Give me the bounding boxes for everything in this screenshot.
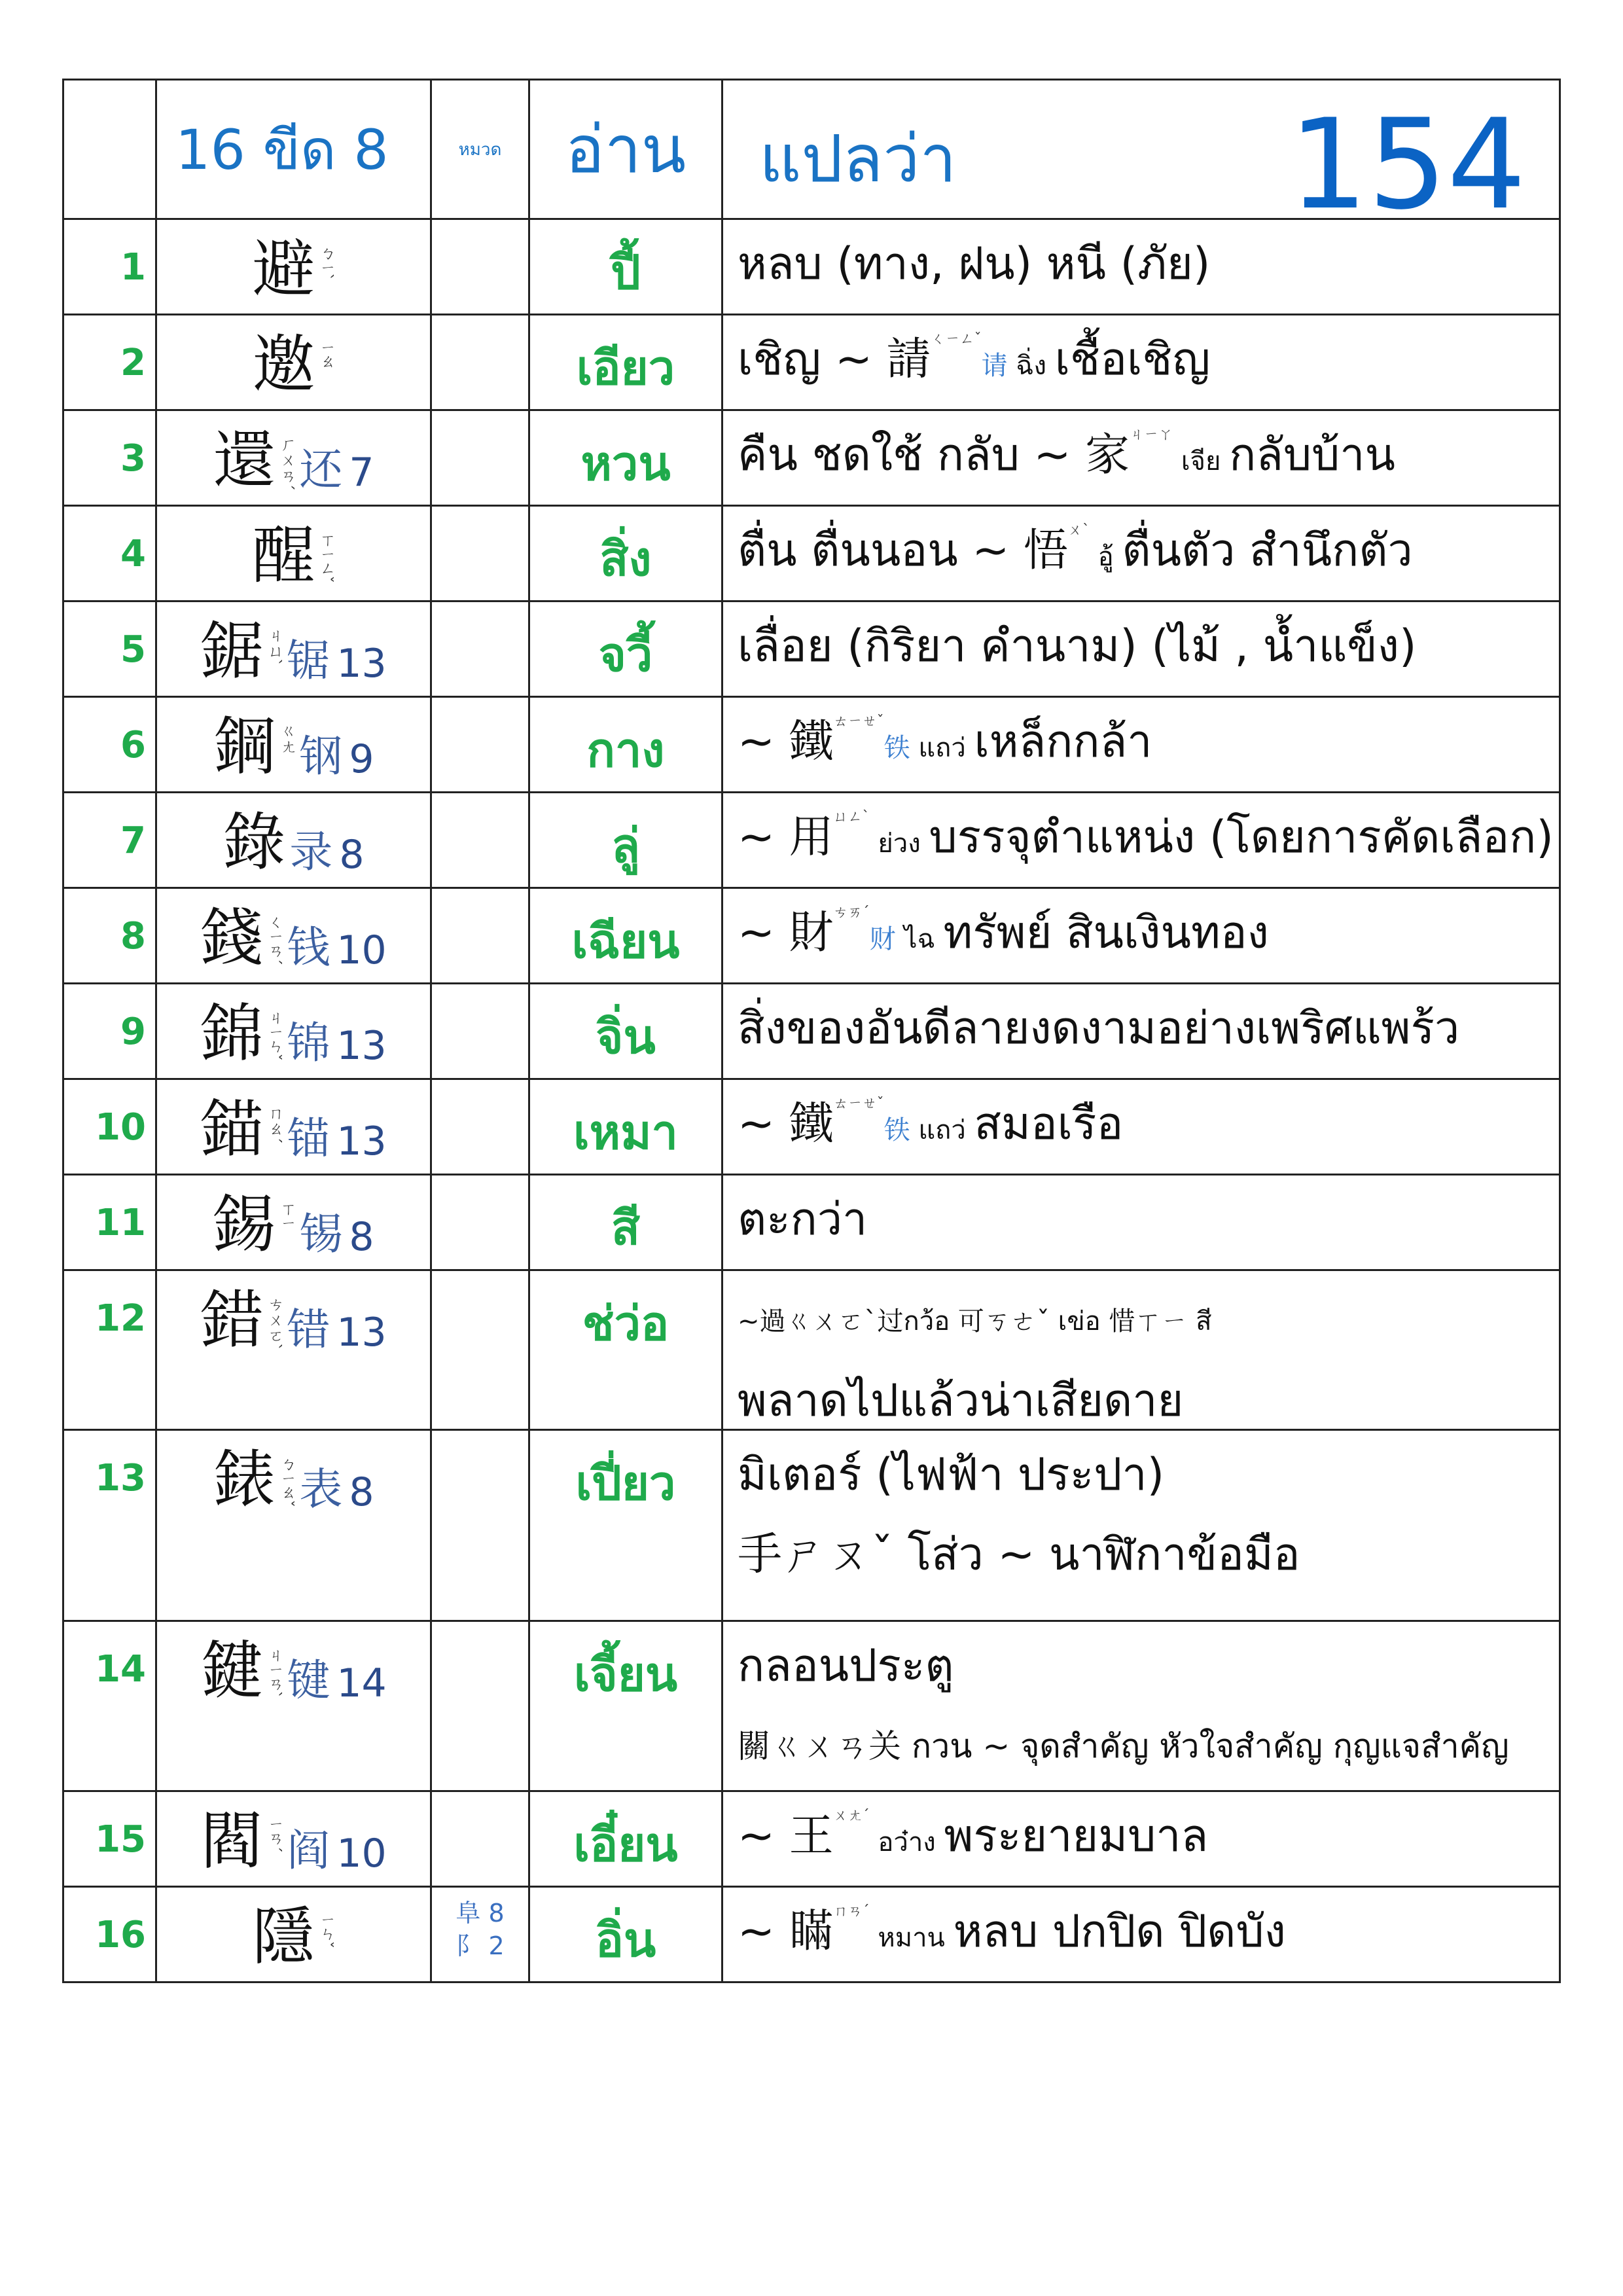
bopomofo: ㄒㄧㄥˇ: [317, 531, 336, 584]
character-cell: [156, 888, 431, 984]
compound-character: 鐵: [789, 1098, 834, 1150]
traditional-character: 鍵: [200, 1634, 264, 1708]
character-cell: [156, 984, 431, 1079]
meaning-cell: [722, 888, 1560, 984]
compound-simplified: 铁: [883, 733, 910, 763]
radical-cell: [431, 1791, 529, 1887]
radical-cell: [431, 410, 529, 506]
meaning-text: กลับบ้าน: [1229, 429, 1395, 481]
meaning-prefix: ~: [738, 812, 789, 863]
traditional-character: 邀: [252, 328, 315, 401]
meaning-prefix: ตื่น ตื่นนอน ~: [738, 525, 1024, 577]
header-row: [63, 80, 1560, 219]
compound-reading: เจีย: [1173, 446, 1230, 476]
character-group: [157, 1805, 430, 1880]
compound-reading: อู้: [1089, 542, 1122, 572]
character-group: [157, 615, 430, 690]
traditional-character: 還: [213, 423, 276, 497]
row-number: 14: [63, 1621, 156, 1791]
table-row: [63, 506, 1560, 601]
table-row: [63, 793, 1560, 888]
table-row: [63, 1270, 1560, 1430]
character-group: [157, 1635, 430, 1710]
character-group: [157, 1189, 430, 1263]
meaning-cell: [722, 601, 1560, 697]
traditional-character: 錯: [200, 1283, 264, 1357]
thai-reading: กาง: [529, 697, 722, 793]
compound-bopomofo: ㄐㄧㄚ: [1130, 427, 1173, 443]
meaning-text: หลบ ปกปิด ปิดบัง: [953, 1906, 1286, 1958]
thai-reading: อิ่น: [529, 1887, 722, 1982]
table-row: [63, 1079, 1560, 1175]
character-cell: [156, 601, 431, 697]
thai-reading: เฉียน: [529, 888, 722, 984]
table-row: [63, 697, 1560, 793]
compound-character: 王: [789, 1810, 834, 1862]
radical-cell: [431, 601, 529, 697]
meaning-cell: [722, 1079, 1560, 1175]
header-radical-label: หมวด: [431, 80, 529, 219]
row-number: 1: [63, 219, 156, 315]
character-group: [157, 1093, 430, 1168]
meaning-cell: [722, 315, 1560, 410]
simplified-character: 锡: [299, 1209, 343, 1259]
thai-reading: เหมา: [529, 1079, 722, 1175]
row-number: 11: [63, 1175, 156, 1270]
thai-reading: ปี้: [529, 219, 722, 315]
traditional-character: 鋼: [213, 710, 276, 783]
meaning-cell: [722, 410, 1560, 506]
compound-bopomofo: ㄇㄢˊ: [833, 1903, 870, 1920]
character-group: [157, 902, 430, 977]
stroke-count: 13: [336, 1119, 387, 1164]
simplified-character: 录: [289, 827, 333, 877]
compound-bopomofo: ㄊㄧㄝˇ: [833, 713, 884, 730]
character-cell: [156, 506, 431, 601]
simplified-character: 钢: [299, 731, 343, 781]
radical-cell: [431, 1270, 529, 1430]
compound-character: 用: [789, 812, 834, 863]
traditional-character: 閻: [200, 1804, 264, 1878]
meaning-text: เลื่อย (กิริยา คำนาม) (ไม้ , น้ำแข็ง): [738, 620, 1417, 672]
character-group: [157, 520, 430, 592]
compound-bopomofo: ㄊㄧㄝˇ: [833, 1096, 884, 1112]
compound-reading: อว๋าง: [869, 1827, 944, 1857]
compound-character: 瞞: [789, 1906, 834, 1958]
character-cell: [156, 697, 431, 793]
row-number: 15: [63, 1791, 156, 1887]
thai-reading: เอียว: [529, 315, 722, 410]
simplified-character: 键: [287, 1655, 330, 1706]
radical-cell: [431, 1430, 529, 1621]
character-group: [157, 329, 430, 401]
stroke-count: 13: [336, 1023, 387, 1069]
table-row: [63, 1887, 1560, 1982]
meaning-prefix: ~: [738, 716, 789, 768]
character-group: [157, 1284, 430, 1359]
thai-reading: เปี่ยว: [529, 1430, 722, 1621]
row-number: 4: [63, 506, 156, 601]
dictionary-sheet: [62, 79, 1561, 1983]
bopomofo: ㄒㄧ: [277, 1200, 296, 1229]
stroke-count: 13: [336, 1310, 387, 1355]
row-number: 3: [63, 410, 156, 506]
traditional-character: 隱: [252, 1900, 315, 1973]
table-row: [63, 984, 1560, 1079]
thai-reading: สี: [529, 1175, 722, 1270]
compound-simplified: 财: [869, 924, 896, 954]
meaning-line-2: พลาดไปแล้วน่าเสียดาย: [738, 1375, 1184, 1427]
compound-bopomofo: ㄑㄧㄥˇ: [931, 331, 982, 348]
thai-reading: ลู่: [529, 793, 722, 888]
meaning-prefix: ~: [738, 907, 789, 959]
stroke-count: 8: [349, 1214, 374, 1260]
simplified-character: 钱: [287, 922, 330, 973]
traditional-character: 醒: [252, 519, 315, 592]
meaning-text: ตื่นตัว สำนึกตัว: [1122, 525, 1413, 577]
radical-cell: [431, 315, 529, 410]
traditional-character: 錨: [200, 1092, 264, 1166]
meaning-cell: [722, 1430, 1560, 1621]
meaning-prefix: เชิญ ~: [738, 334, 887, 386]
radical-cell: [431, 984, 529, 1079]
character-cell: [156, 1270, 431, 1430]
compound-bopomofo: ㄨˋ: [1067, 522, 1090, 539]
table-row: [63, 315, 1560, 410]
traditional-character: 錫: [213, 1188, 276, 1261]
meaning-prefix: คืน ชดใช้ กลับ ~: [738, 429, 1086, 481]
radical-cell: [431, 506, 529, 601]
character-cell: [156, 1621, 431, 1791]
row-number: 16: [63, 1887, 156, 1982]
radical-cell: [431, 1079, 529, 1175]
bopomofo: ㄐㄧㄣˇ: [265, 1009, 284, 1062]
meaning-cell: [722, 1887, 1560, 1982]
bopomofo: ㄑㄧㄢˊ: [265, 914, 284, 966]
row-number: 10: [63, 1079, 156, 1175]
thai-reading: หวน: [529, 410, 722, 506]
meaning-cell: [722, 697, 1560, 793]
stroke-count: 8: [349, 1469, 374, 1515]
table-row: [63, 410, 1560, 506]
meaning-cell: [722, 793, 1560, 888]
meaning-cell: [722, 1270, 1560, 1430]
simplified-character: 表: [299, 1464, 343, 1515]
thai-reading: สิ่ง: [529, 506, 722, 601]
page-number: 154: [1289, 92, 1526, 219]
table-row: [63, 1791, 1560, 1887]
character-group: [157, 233, 430, 305]
traditional-character: 避: [252, 232, 315, 306]
compound-character: 財: [789, 907, 834, 959]
table-row: [63, 1175, 1560, 1270]
radical-cell: [431, 793, 529, 888]
thai-reading: จิ่น: [529, 984, 722, 1079]
simplified-character: 还: [299, 444, 343, 495]
meaning-text: สมอเรือ: [974, 1098, 1124, 1150]
meaning-text: สิ่งของอันดีลายงดงามอย่างเพริศแพร้ว: [738, 1003, 1460, 1054]
meaning-cell: [722, 219, 1560, 315]
compound-bopomofo: ㄩㄥˋ: [833, 809, 870, 825]
character-cell: [156, 1791, 431, 1887]
stroke-count: 7: [349, 450, 374, 495]
table-row: [63, 219, 1560, 315]
compound-reading: ไฉ: [895, 924, 944, 954]
meaning-line-2: 手ㄕㄡˇ โส่ว ~ นาฬิกาข้อมือ: [738, 1529, 1300, 1581]
meaning-line-1: ~過ㄍㄨㄛˋ过กว้อ 可ㄎㄜˇ เข่อ 惜ㄒㄧ สี: [738, 1306, 1212, 1336]
header-meaning-label: แปลว่า: [759, 120, 957, 197]
thai-reading: จวี้: [529, 601, 722, 697]
compound-bopomofo: ㄘㄞˊ: [833, 905, 870, 921]
character-cell: [156, 315, 431, 410]
header-meaning-cell: [722, 80, 1560, 219]
row-number: 2: [63, 315, 156, 410]
radical-cell: [431, 697, 529, 793]
meaning-prefix: ~: [738, 1098, 789, 1150]
bopomofo: ㄍㄤ: [277, 723, 296, 754]
compound-character: 請: [886, 334, 931, 386]
radical-cell: [431, 888, 529, 984]
meaning-cell: [722, 1791, 1560, 1887]
simplified-character: 锦: [287, 1018, 330, 1068]
meaning-text: พระยายมบาล: [944, 1810, 1209, 1862]
meaning-line-1: มิเตอร์ (ไฟฟ้า ประปา): [738, 1449, 1165, 1501]
table-body: [63, 219, 1560, 1982]
radical-cell: [431, 1621, 529, 1791]
meaning-text: หลบ (ทาง, ฝน) หนี (ภัย): [738, 238, 1211, 290]
bopomofo: ㄅㄧˋ: [317, 245, 336, 281]
character-cell: [156, 1079, 431, 1175]
table-row: [63, 1621, 1560, 1791]
simplified-character: 阎: [287, 1825, 330, 1876]
traditional-character: 鋸: [200, 615, 264, 688]
stroke-count: 8: [339, 832, 365, 878]
character-group: [157, 997, 430, 1072]
stroke-count: 14: [336, 1660, 387, 1706]
bopomofo: ㄏㄨㄢˊ: [277, 436, 296, 491]
traditional-character: 錢: [200, 901, 264, 975]
bopomofo: ㄅㄧㄠˇ: [277, 1456, 296, 1508]
character-group: [157, 424, 430, 499]
compound-character: 家: [1085, 429, 1130, 481]
bopomofo: ㄇㄠˊ: [265, 1105, 284, 1144]
radical-cell: [431, 1175, 529, 1270]
character-group: [157, 1444, 430, 1518]
meaning-prefix: ~: [738, 1906, 789, 1958]
compound-reading: หมาน: [869, 1923, 954, 1953]
compound-simplified: 铁: [883, 1115, 910, 1145]
meaning-cell: [722, 984, 1560, 1079]
bopomofo: ㄐㄩˋ: [265, 627, 284, 666]
bopomofo: ㄧㄢˊ: [265, 1817, 284, 1854]
simplified-character: 错: [287, 1304, 330, 1355]
character-cell: [156, 1430, 431, 1621]
compound-reading: ย่วง: [869, 829, 929, 859]
bopomofo: ㄘㄨㄛˋ: [265, 1296, 284, 1351]
meaning-text: เชื้อเชิญ: [1054, 334, 1211, 386]
stroke-count: 9: [349, 736, 374, 782]
stroke-count: 10: [336, 1831, 387, 1876]
header-reading-label: อ่าน: [529, 80, 722, 219]
table-row: [63, 1430, 1560, 1621]
bopomofo: ㄧㄣˇ: [317, 1912, 336, 1949]
bopomofo: ㄐㄧㄢˋ: [265, 1647, 284, 1699]
compound-reading: ฉิ่ง: [1007, 351, 1055, 381]
traditional-character: 錄: [223, 806, 286, 879]
compound-character: 悟: [1023, 525, 1068, 577]
stroke-count: 13: [336, 641, 387, 687]
meaning-text: เหล็กกล้า: [974, 716, 1152, 768]
simplified-character: 锚: [287, 1113, 330, 1164]
simplified-character: 锯: [287, 636, 330, 686]
meaning-cell: [722, 506, 1560, 601]
row-number: 7: [63, 793, 156, 888]
vocab-table: [62, 79, 1561, 1983]
character-cell: [156, 219, 431, 315]
traditional-character: 錦: [200, 997, 264, 1070]
character-cell: [156, 793, 431, 888]
character-cell: [156, 1175, 431, 1270]
meaning-cell: [722, 1175, 1560, 1270]
meaning-text: ตะกว่า: [738, 1194, 868, 1246]
compound-character: 鐵: [789, 716, 834, 768]
traditional-character: 錶: [213, 1443, 276, 1516]
character-cell: [156, 410, 431, 506]
radical-cell: 阜 8 阝 2: [431, 1887, 529, 1982]
meaning-text: บรรจุตำแหน่ง (โดยการคัดเลือก): [929, 812, 1554, 863]
header-title: 16 ขีด 8: [156, 80, 431, 219]
meaning-line-2: 關ㄍㄨㄢ关 กวน ~ จุดสำคัญ หัวใจสำคัญ กุญแจสำคัญ: [738, 1727, 1509, 1765]
compound-reading: แถว่: [910, 1115, 974, 1145]
compound-reading: แถว่: [910, 733, 974, 763]
table-row: [63, 888, 1560, 984]
meaning-prefix: ~: [738, 1810, 789, 1862]
stroke-count: 10: [336, 927, 387, 973]
character-group: [157, 711, 430, 785]
meaning-line-1: กลอนประตู: [738, 1640, 954, 1692]
row-number: 12: [63, 1270, 156, 1430]
row-number: 9: [63, 984, 156, 1079]
row-number: 5: [63, 601, 156, 697]
table-row: [63, 601, 1560, 697]
character-group: [157, 1901, 430, 1973]
character-cell: [156, 1887, 431, 1982]
meaning-cell: [722, 1621, 1560, 1791]
row-number: 13: [63, 1430, 156, 1621]
row-number: 6: [63, 697, 156, 793]
thai-reading: เจี้ยน: [529, 1621, 722, 1791]
thai-reading: เอี๋ยน: [529, 1791, 722, 1887]
radical-cell: [431, 219, 529, 315]
character-group: [157, 806, 430, 881]
bopomofo: ㄧㄠ: [317, 340, 336, 369]
row-number: 8: [63, 888, 156, 984]
thai-reading: ช่ว่อ: [529, 1270, 722, 1430]
header-blank: [63, 80, 156, 219]
compound-bopomofo: ㄨㄤˊ: [833, 1808, 870, 1824]
compound-simplified: 请: [981, 351, 1008, 381]
meaning-text: ทรัพย์ สินเงินทอง: [943, 907, 1269, 959]
